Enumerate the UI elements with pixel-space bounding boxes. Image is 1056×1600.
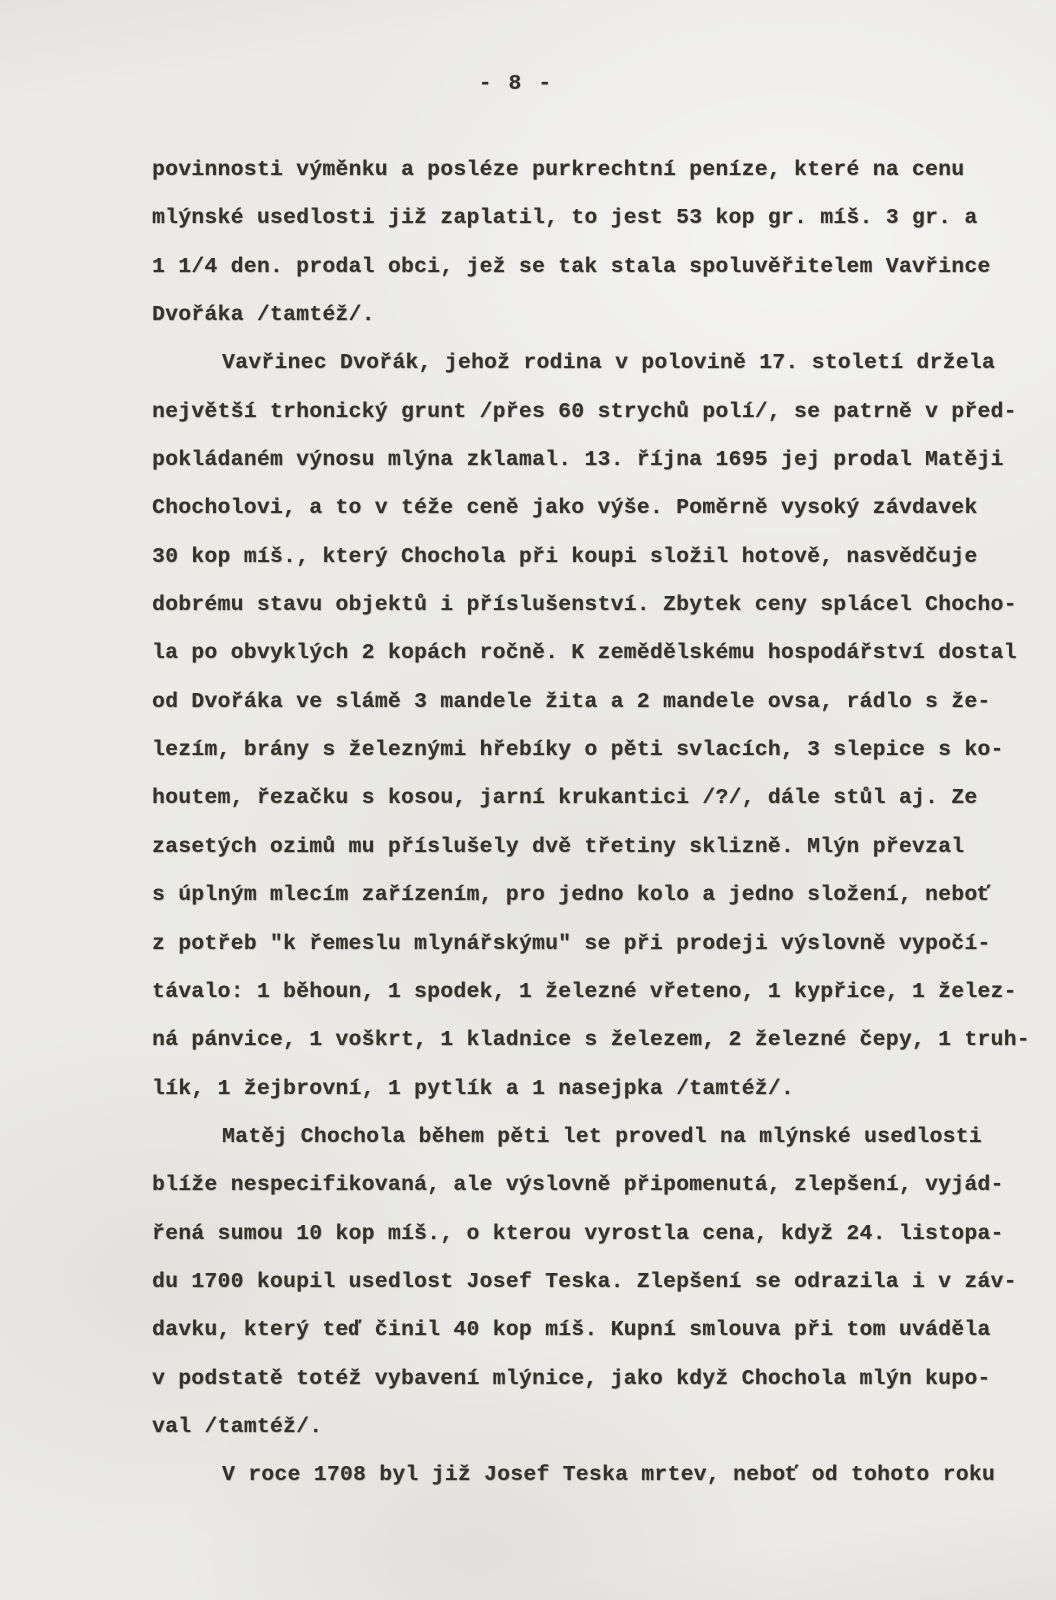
text-line: val /tamtéž/. — [152, 1414, 323, 1439]
text-line: zasetých ozimů mu příslušely dvě třetiny sklizně. Mlýn převzal — [152, 834, 965, 859]
text-line: Vavřinec Dvořák, jehož rodina v polovině 17. století držela — [222, 351, 996, 376]
text-line: mlýnské usedlosti již zaplatil, to jest 53 kop gr. míš. 3 gr. a — [152, 206, 978, 231]
page-number: - 8 - — [478, 72, 554, 96]
text-line: pokládaném výnosu mlýna zklamal. 13. října 1695 jej prodal Matěji — [152, 448, 1004, 473]
text-line: z potřeb "k řemeslu mlynářskýmu" se při prodeji výslovně vypočí- — [152, 931, 991, 956]
text-line: lík, 1 žejbrovní, 1 pytlík a 1 nasejpka /tamtéž/. — [152, 1076, 795, 1101]
text-line: od Dvořáka ve slámě 3 mandele žita a 2 mandele ovsa, rádlo s že- — [152, 689, 991, 714]
text-line: lezím, brány s železnými hřebíky o pěti svlacích, 3 slepice s ko- — [152, 738, 1004, 763]
text-line: blíže nespecifikovaná, ale výslovně připomenutá, zlepšení, vyjád- — [152, 1173, 1004, 1198]
paragraph — [152, 1113, 1042, 1451]
paragraph — [152, 339, 1042, 1113]
text-line: 1 1/4 den. prodal obci, jež se tak stala spoluvěřitelem Vavřince — [152, 254, 991, 279]
document-body — [152, 146, 1042, 1500]
text-line: řená sumou 10 kop míš., o kterou vyrostla cena, když 24. listopa- — [152, 1221, 1004, 1246]
text-line: s úplným mlecím zařízením, pro jedno kolo a jedno složení, neboť — [152, 883, 991, 908]
text-line: V roce 1708 byl již Josef Teska mrtev, neboť od tohoto roku — [222, 1463, 996, 1488]
text-line: Chocholovi, a to v téže ceně jako výše. Poměrně vysoký závdavek — [152, 496, 978, 521]
text-line: dobrému stavu objektů i příslušenství. Zbytek ceny splácel Chocho- — [152, 593, 1017, 618]
text-line: du 1700 koupil usedlost Josef Teska. Zlepšení se odrazila i v záv- — [152, 1269, 1017, 1294]
text-line: ná pánvice, 1 voškrt, 1 kladnice s železem, 2 železné čepy, 1 truh- — [152, 1028, 1030, 1053]
text-line: v podstatě totéž vybavení mlýnice, jako když Chochola mlýn kupo- — [152, 1366, 991, 1391]
paragraph — [152, 146, 1042, 339]
paragraph — [152, 1451, 1042, 1499]
text-line: távalo: 1 běhoun, 1 spodek, 1 železné vřeteno, 1 kypřice, 1 želez- — [152, 979, 1017, 1004]
text-line: povinnosti výměnku a posléze purkrechtní peníze, které na cenu — [152, 158, 965, 182]
text-line: houtem, řezačku s kosou, jarní krukantici /?/, dále stůl aj. Ze — [152, 786, 978, 811]
text-line: Matěj Chochola během pěti let provedl na mlýnské usedlosti — [222, 1124, 982, 1149]
text-line: davku, který teď činil 40 kop míš. Kupní smlouva při tom uváděla — [152, 1318, 991, 1343]
text-line: 30 kop míš., který Chochola při koupi složil hotově, nasvědčuje — [152, 544, 978, 569]
text-line: největší trhonický grunt /přes 60 strychů polí/, se patrně v před- — [152, 399, 1017, 424]
text-line: Dvořáka /tamtéž/. — [152, 303, 375, 328]
text-line: la po obvyklých 2 kopách ročně. K zemědělskému hospodářství dostal — [152, 641, 1017, 666]
